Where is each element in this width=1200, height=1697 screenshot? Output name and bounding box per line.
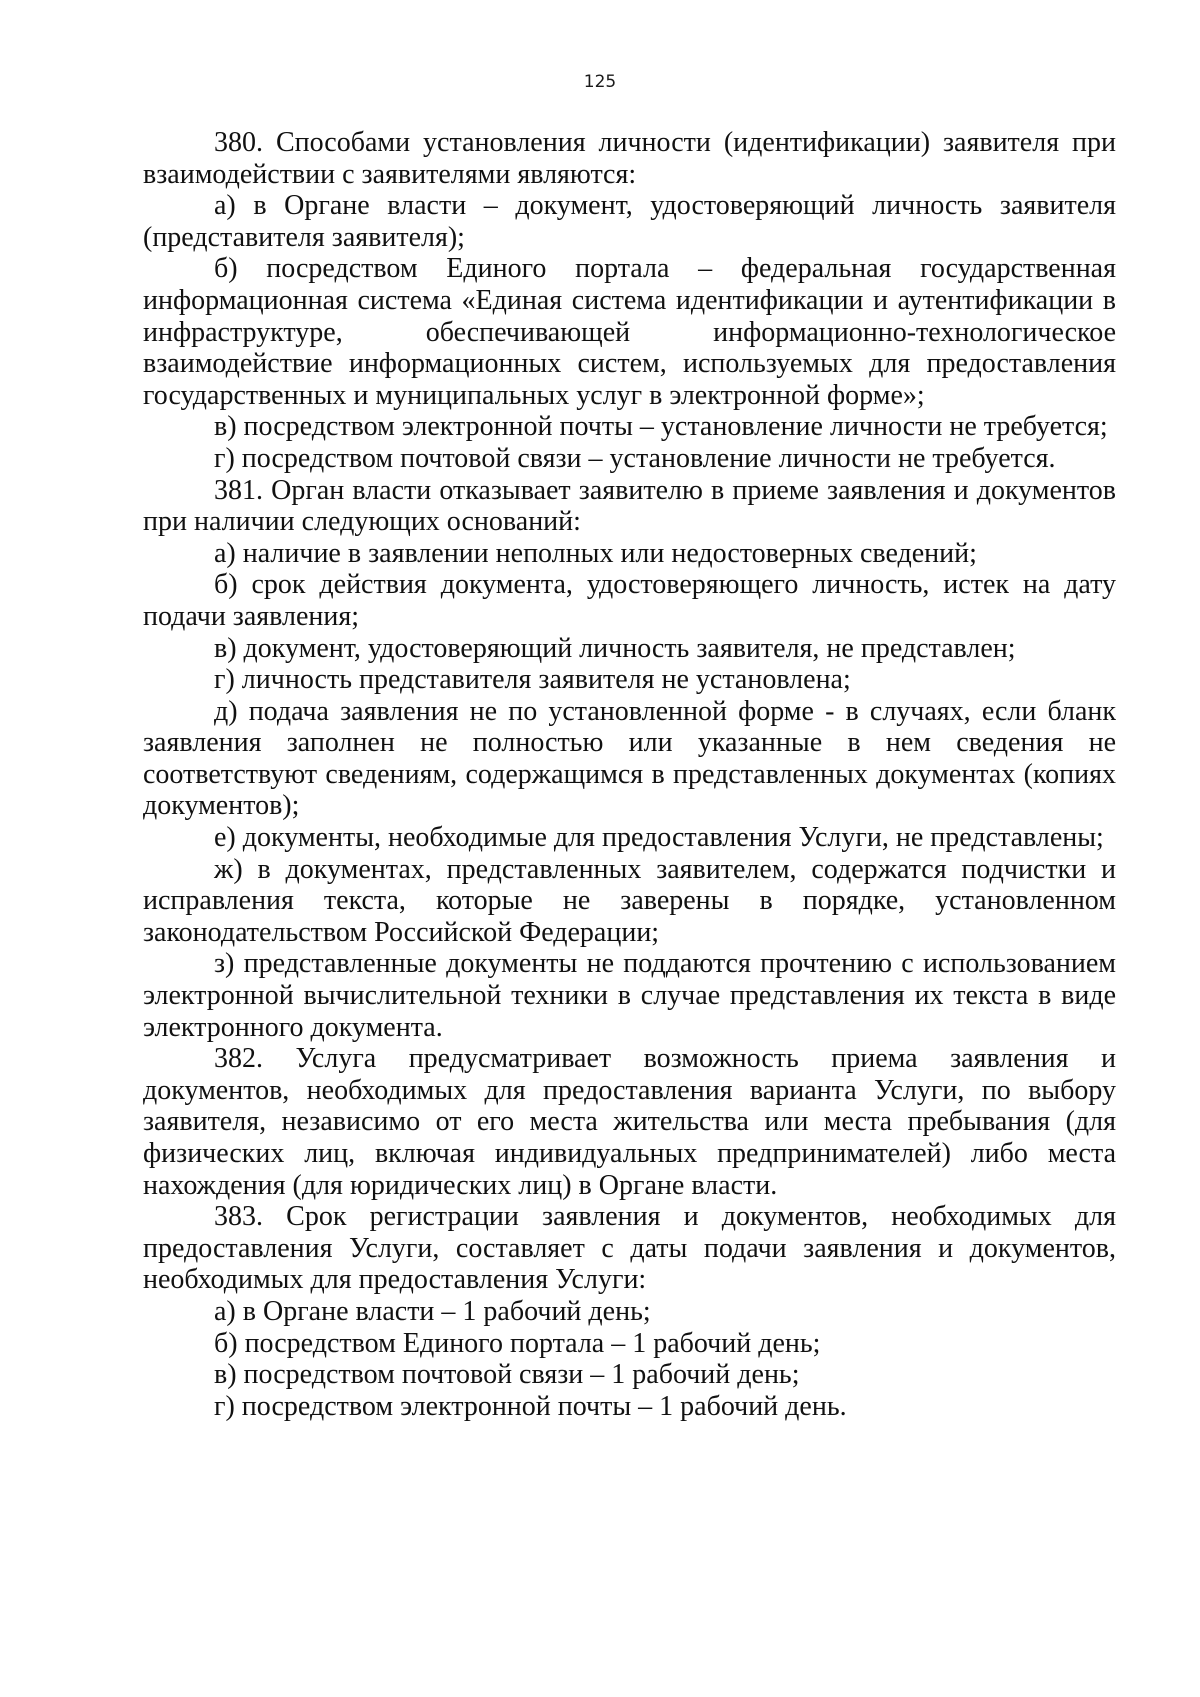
list-item-380-b: б) посредством Единого портала – федеральная государственная информационная система «Единая система идентификации и аутентификации в инфраструктуре, обеспечивающей информационно-технологическое взаимодействие информационных систем, используемых для предоставления государственных и муниципальных услуг в электронной форме»;	[143, 253, 1116, 411]
list-item-383-v: в) посредством почтовой связи – 1 рабочий день;	[214, 1359, 800, 1391]
list-item-383-g: г) посредством электронной почты – 1 рабочий день.	[214, 1390, 847, 1422]
list-item-381-a: а) наличие в заявлении неполных или недостоверных сведений;	[214, 537, 977, 569]
list-item-381-d: д) подача заявления не по установленной форме - в случаях, если бланк заявления заполнен не полностью или указанные в нем сведения не соответствуют сведениям, содержащимся в представленных документах (копиях документов);	[143, 695, 1116, 822]
document-body	[143, 127, 1116, 1422]
paragraph-381: 381. Орган власти отказывает заявителю в приеме заявления и документов при наличии следующих оснований:	[143, 474, 1116, 538]
paragraph-380: 380. Способами установления личности (идентификации) заявителя при взаимодействии с заявителями являются:	[143, 127, 1116, 190]
list-item-381-z: з) представленные документы не поддаются прочтению с использованием электронной вычислительной техники в случае представления их текста в виде электронного документа.	[143, 948, 1116, 1043]
paragraph-382: 382. Услуга предусматривает возможность приема заявления и документов, необходимых для предоставления варианта Услуги, по выбору заявителя, независимо от его места жительства или места пребывания (для физических лиц, включая индивидуальных предпринимателей) либо места нахождения (для юридических лиц) в Органе власти.	[143, 1043, 1116, 1201]
list-item-381-v: в) документ, удостоверяющий личность заявителя, не представлен;	[214, 632, 1016, 664]
list-item-381-zh: ж) в документах, представленных заявителем, содержатся подчистки и исправления текста, которые не заверены в порядке, установленном законодательством Российской Федерации;	[143, 853, 1116, 948]
list-item-381-b: б) срок действия документа, удостоверяющего личность, истек на дату подачи заявления;	[143, 569, 1116, 632]
list-item-380-a: а) в Органе власти – документ, удостоверяющий личность заявителя (представителя заявителя);	[143, 190, 1116, 253]
list-item-380-g: г) посредством почтовой связи – установление личности не требуется.	[214, 442, 1056, 474]
paragraph-383: 383. Срок регистрации заявления и документов, необходимых для предоставления Услуги, составляет с даты подачи заявления и документов, необходимых для предоставления Услуги:	[143, 1201, 1116, 1296]
list-item-383-b: б) посредством Единого портала – 1 рабочий день;	[214, 1327, 821, 1359]
list-item-383-a: а) в Органе власти – 1 рабочий день;	[214, 1295, 651, 1327]
list-item-380-v: в) посредством электронной почты – установление личности не требуется;	[214, 411, 1108, 443]
page-number: 125	[583, 72, 617, 92]
list-item-381-e: е) документы, необходимые для предоставления Услуги, не представлены;	[214, 822, 1104, 854]
list-item-381-g: г) личность представителя заявителя не установлена;	[214, 664, 851, 696]
